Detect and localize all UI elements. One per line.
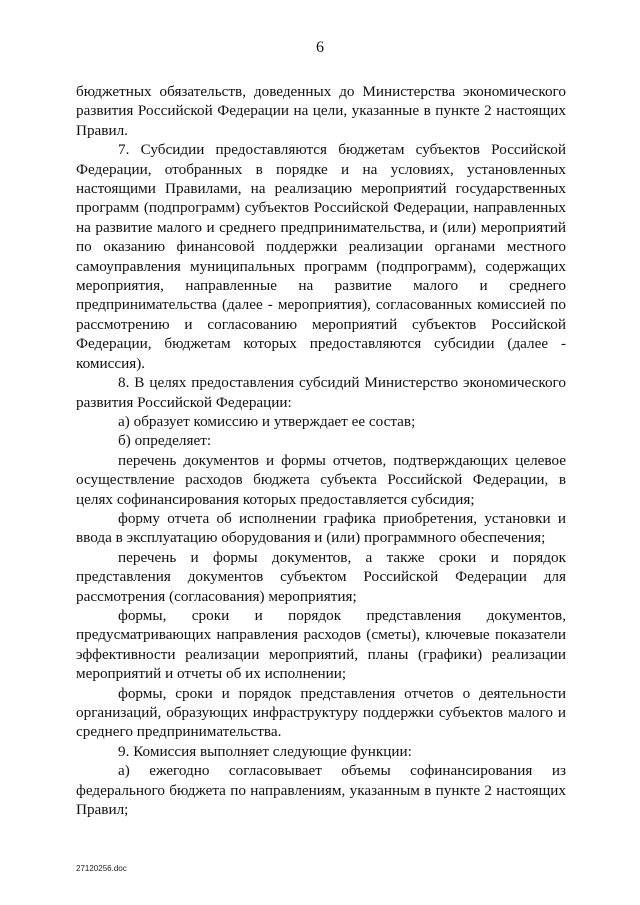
footer-filename: 27120256.doc bbox=[76, 864, 127, 873]
paragraph-clause-8a: а) образует комиссию и утверждает ее состав; bbox=[118, 412, 416, 430]
paragraph-reports-list: перечень документов и формы отчетов, подтверждающих целевое осуществление расходов бюджета субъекта Российской Федерации, в целях софинансирования которых предоставляется субсидия; bbox=[76, 451, 566, 508]
paragraph-schedule-report: форму отчета об исполнении графика приобретения, установки и ввода в эксплуатацию оборудования и (или) программного обеспечения; bbox=[76, 509, 566, 547]
document-body bbox=[76, 82, 566, 819]
paragraph-clause-8: 8. В целях предоставления субсидий Министерство экономического развития Российской Федерации: bbox=[76, 374, 566, 411]
paragraph-forms-estimates: формы, сроки и порядок представления документов, предусматривающих направления расходов (сметы), ключевые показатели эффективности реализации мероприятий, планы (графики) реализации мероприятий и отчеты об их исполнении; bbox=[76, 606, 566, 683]
paragraph-clause-8b: б) определяет: bbox=[118, 432, 212, 450]
paragraph-clause-7: 7. Субсидии предоставляются бюджетам субъектов Российской Федерации, отобранных в порядке и на условиях, установленных настоящими Правилами, на реализацию мероприятий государственных программ (подпрограмм) субъектов Российской Федерации, направленных на развитие малого и среднего предпринимательства, и (или) мероприятий по оказанию финансовой поддержки реализации органами местного самоуправления муниципальных программ (подпрограмм), содержащих мероприятия, направленные на развитие малого и среднего предпринимательства (далее - мероприятия), согласованных комиссией по рассмотрению и согласованию мероприятий субъектов Российской Федерации, бюджетам которых предоставляются субсидии (далее - комиссия). bbox=[76, 141, 566, 372]
page-number: 6 bbox=[316, 39, 324, 56]
paragraph-documents-list: перечень и формы документов, а также сроки и порядок представления документов субъектом Российской Федерации для рассмотрения (согласования) мероприятия; bbox=[76, 548, 566, 605]
paragraph-clause-9a: а) ежегодно согласовывает объемы софинансирования из федерального бюджета по направлениям, указанным в пункте 2 настоящих Правил; bbox=[76, 762, 566, 819]
paragraph-infrastructure-reports: формы, сроки и порядок представления отчетов о деятельности организаций, образующих инфраструктуру поддержки субъектов малого и среднего предпринимательства. bbox=[76, 684, 566, 741]
paragraph-continuation: бюджетных обязательств, доведенных до Министерства экономического развития Российской Федерации на цели, указанные в пункте 2 настоящих Правил. bbox=[76, 83, 566, 139]
paragraph-clause-9: 9. Комиссия выполняет следующие функции: bbox=[118, 742, 412, 760]
